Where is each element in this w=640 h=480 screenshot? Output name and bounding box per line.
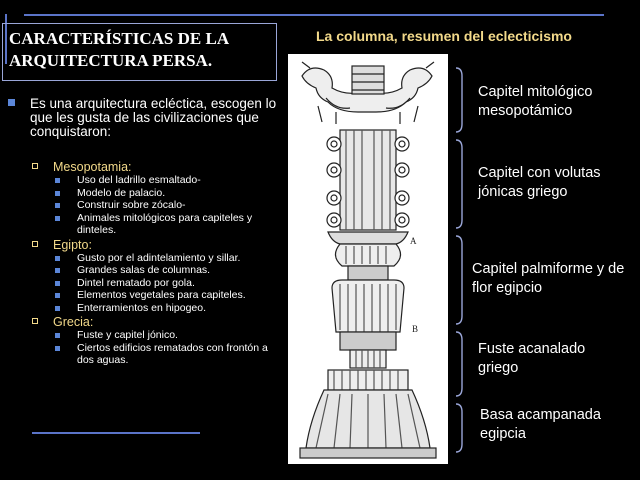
list-item: Grandes salas de columnas. (77, 264, 280, 277)
column-illustration (288, 54, 448, 464)
list-item: Animales mitológicos para capiteles y dinteles. (77, 212, 280, 237)
top-rule (24, 14, 604, 16)
hollow-square-icon (32, 163, 38, 169)
list-item: Uso del ladrillo esmaltado- (77, 174, 280, 187)
list-item: Elementos vegetales para capiteles. (77, 289, 280, 302)
categories-list (32, 160, 280, 368)
label-basa: Basa acampanada egipcia (480, 407, 601, 442)
intro-bullet (8, 97, 278, 139)
category-heading: Egipto: (32, 238, 280, 252)
slide-subtitle: La columna, resumen del eclecticismo (316, 28, 572, 44)
flower-capital-icon (332, 280, 404, 350)
volute-capital-icon (327, 130, 409, 230)
list-item: Dintel rematado por gola. (77, 277, 280, 290)
label-fuste: Fuste acanalado griego (478, 341, 586, 376)
bull-capital-icon (302, 62, 434, 124)
bottom-rule (32, 432, 200, 434)
category-heading: Grecia: (32, 315, 280, 329)
list-item: Enterramientos en hipogeo. (77, 302, 280, 315)
slide-title: CARACTERÍSTICAS DE LA ARQUITECTURA PERSA. (2, 23, 277, 81)
list-item: Construir sobre zócalo- (77, 199, 280, 212)
intro-text: Es una arquitectura ecléctica, escogen lo que les gusta de las civilizaciones que conquistaron: (30, 96, 277, 139)
list-item: Fuste y capitel jónico. (77, 329, 280, 342)
fluted-shaft-icon (350, 350, 386, 368)
brace-lines (450, 60, 470, 460)
list-item: Gusto por el adintelamiento y sillar. (77, 252, 280, 265)
hollow-square-icon (32, 241, 38, 247)
label-capitel-mitologico: Capitel mitológico mesopotámico (478, 84, 593, 119)
persian-column-drawing (288, 54, 448, 464)
label-capitel-palmiforme: Capitel palmiforme y de flor egipcio (472, 261, 625, 296)
bell-base-icon (300, 370, 436, 458)
label-capitel-volutas: Capitel con volutas jónicas griego (478, 165, 601, 200)
category-heading: Mesopotamia: (32, 160, 280, 174)
category-mesopotamia (32, 160, 280, 237)
figure-mark-b: B (412, 324, 419, 334)
category-grecia (32, 315, 280, 367)
bullet-square-icon (8, 99, 15, 106)
hollow-square-icon (32, 318, 38, 324)
list-item: Modelo de palacio. (77, 187, 280, 200)
category-egipto (32, 238, 280, 315)
list-item: Ciertos edificios rematados con frontón a dos aguas. (77, 342, 280, 367)
palm-capital-icon (328, 232, 408, 280)
figure-mark-a: A (410, 236, 417, 246)
